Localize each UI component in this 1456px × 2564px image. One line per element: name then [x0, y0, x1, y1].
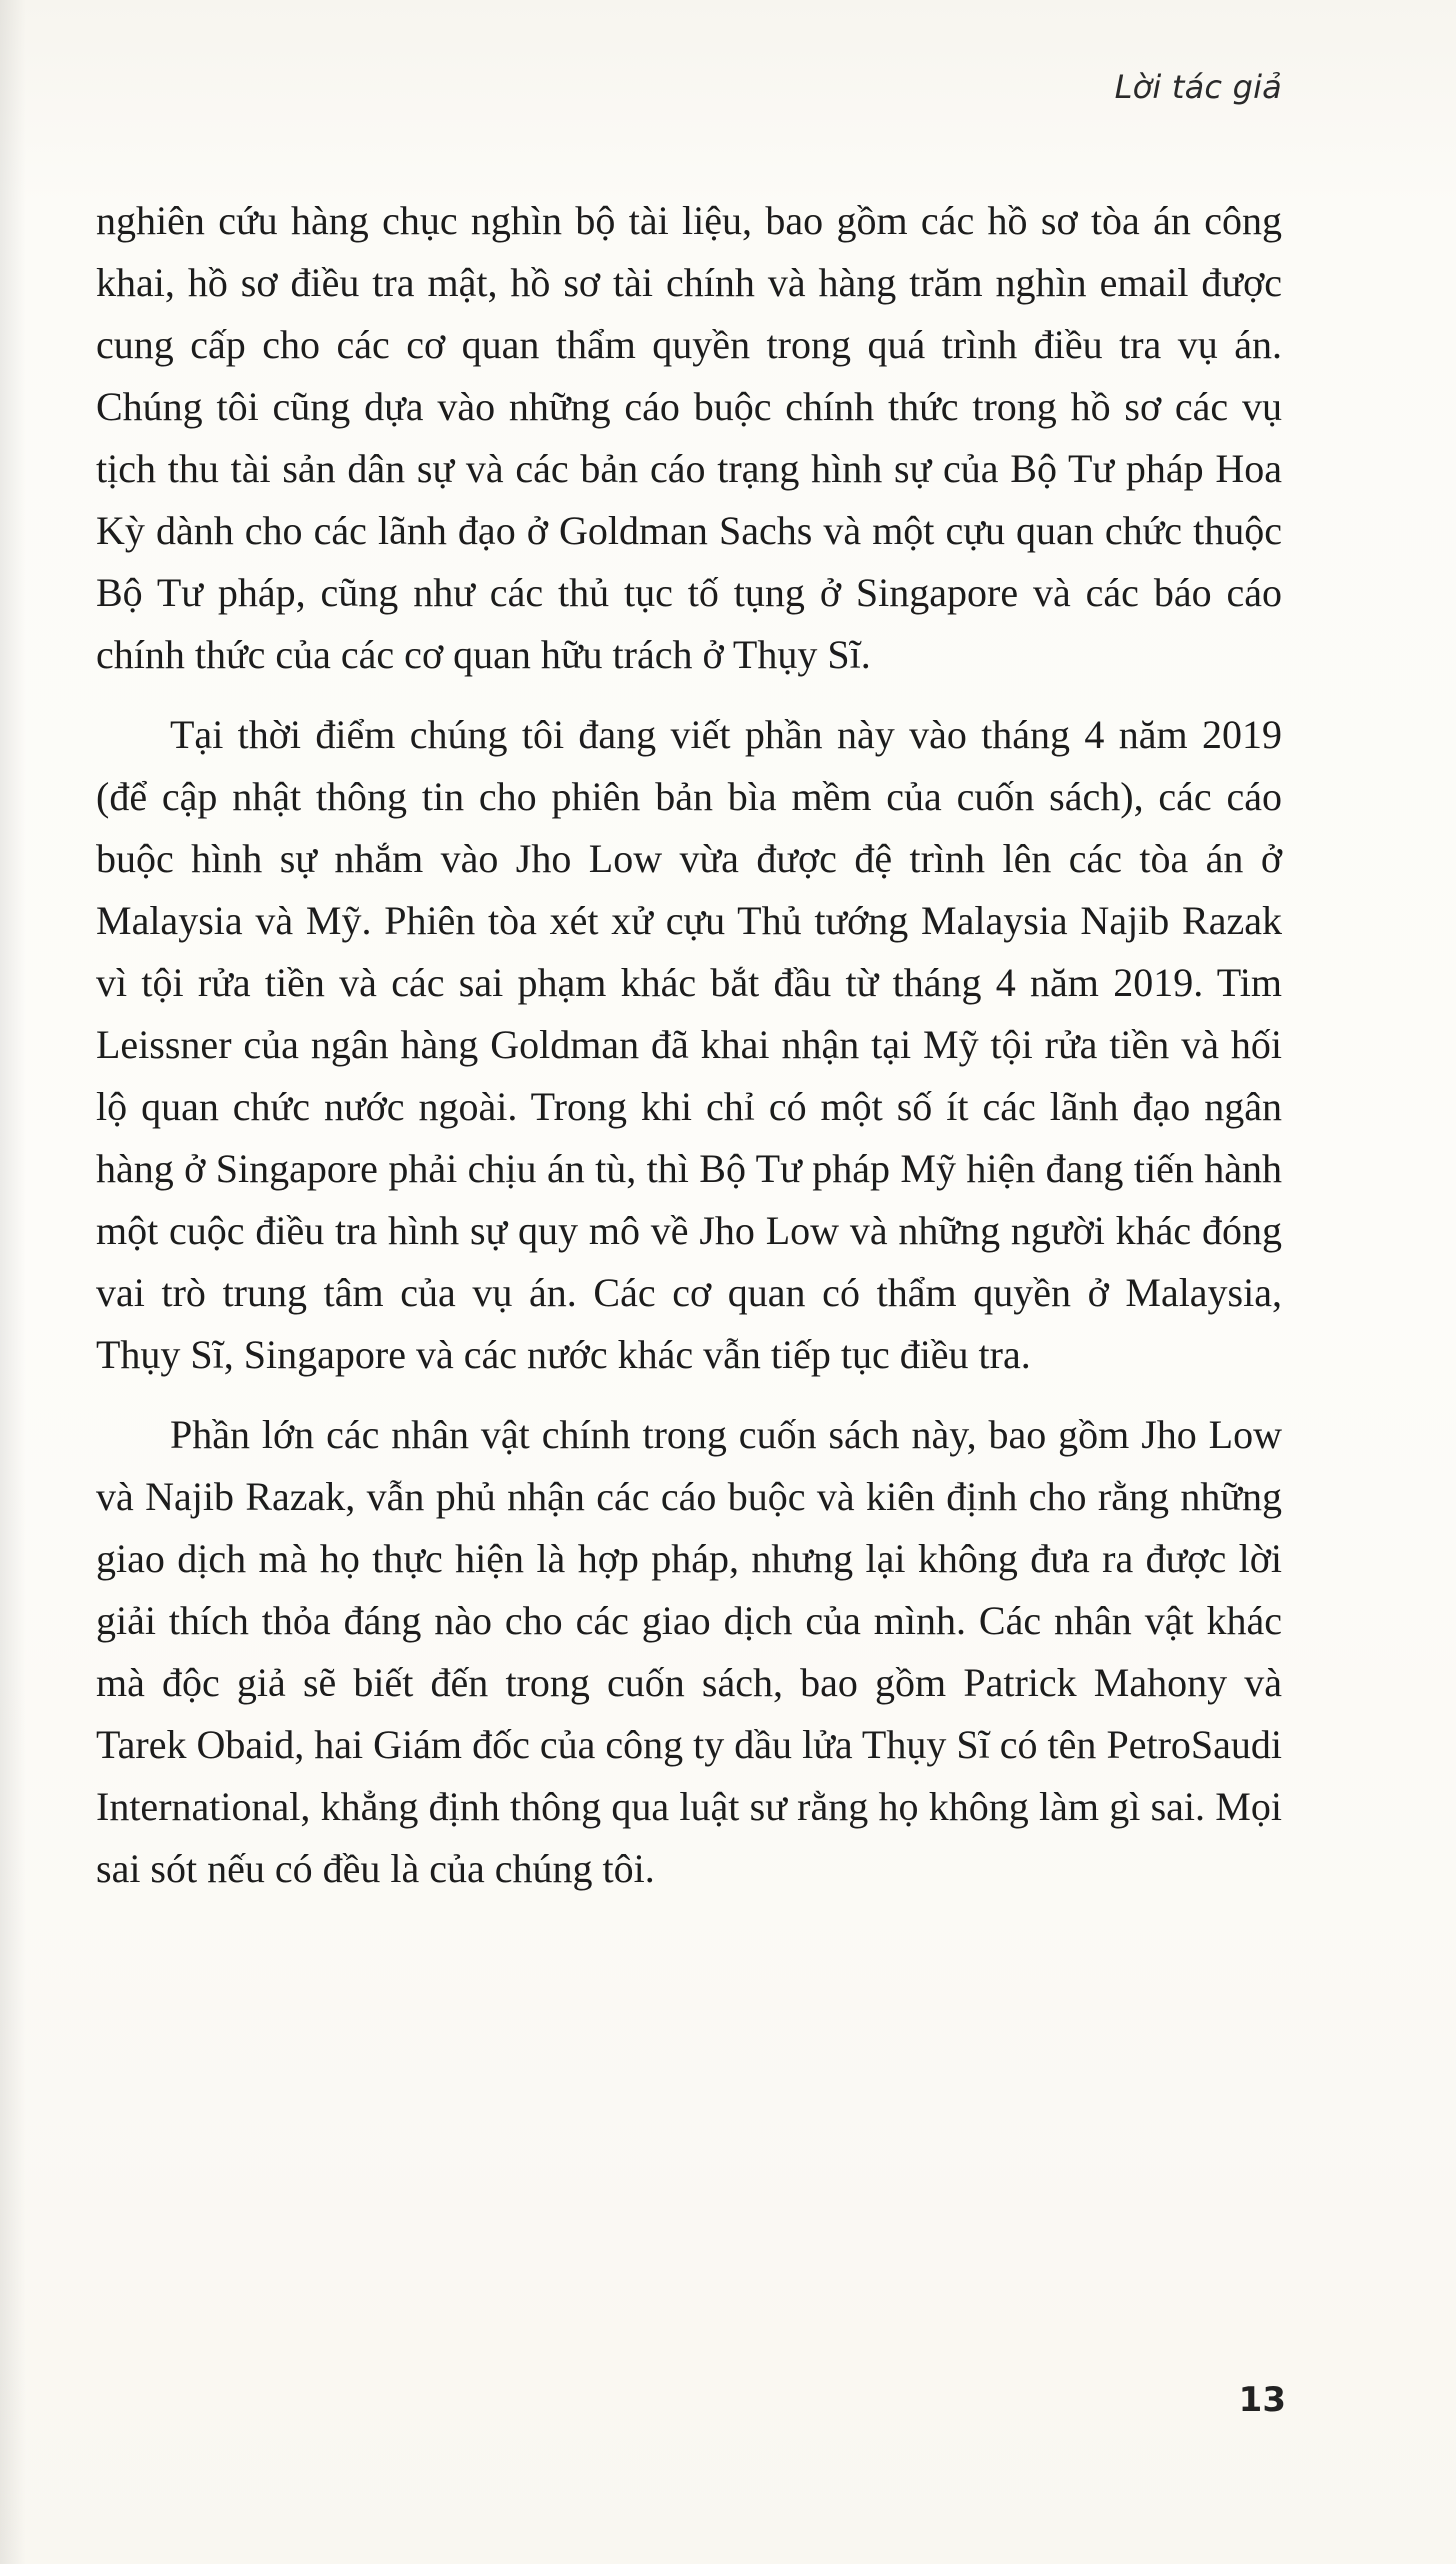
paragraph-1: nghiên cứu hàng chục nghìn bộ tài liệu, bao gồm các hồ sơ tòa án công khai, hồ sơ điều tra mật, hồ sơ tài chính và hàng trăm nghìn email được cung cấp cho các cơ quan thẩm quyền trong quá trình điều tra vụ án. Chúng tôi cũng dựa vào những cáo buộc chính thức trong hồ sơ các vụ tịch thu tài sản dân sự và các bản cáo trạng hình sự của Bộ Tư pháp Hoa Kỳ dành cho các lãnh đạo ở Goldman Sachs và một cựu quan chức thuộc Bộ Tư pháp, cũng như các thủ tục tố tụng ở Singapore và các báo cáo chính thức của các cơ quan hữu trách ở Thụy Sĩ.	[96, 198, 1282, 677]
body-text	[96, 190, 1282, 1918]
page-binding-shadow	[0, 0, 26, 2564]
running-header: Lời tác giả	[1114, 68, 1282, 106]
page-number: 13	[1238, 2380, 1286, 2420]
paragraph-2: Tại thời điểm chúng tôi đang viết phần này vào tháng 4 năm 2019 (để cập nhật thông tin cho phiên bản bìa mềm của cuốn sách), các cáo buộc hình sự nhắm vào Jho Low vừa được đệ trình lên các tòa án ở Malaysia và Mỹ. Phiên tòa xét xử cựu Thủ tướng Malaysia Najib Razak vì tội rửa tiền và các sai phạm khác bắt đầu từ tháng 4 năm 2019. Tim Leissner của ngân hàng Goldman đã khai nhận tại Mỹ tội rửa tiền và hối lộ quan chức nước ngoài. Trong khi chỉ có một số ít các lãnh đạo ngân hàng ở Singapore phải chịu án tù, thì Bộ Tư pháp Mỹ hiện đang tiến hành một cuộc điều tra hình sự quy mô về Jho Low và những người khác đóng vai trò trung tâm của vụ án. Các cơ quan có thẩm quyền ở Malaysia, Thụy Sĩ, Singapore và các nước khác vẫn tiếp tục điều tra.	[96, 712, 1282, 1377]
paragraph-3: Phần lớn các nhân vật chính trong cuốn sách này, bao gồm Jho Low và Najib Razak, vẫn phủ nhận các cáo buộc và kiên định cho rằng những giao dịch mà họ thực hiện là hợp pháp, nhưng lại không đưa ra được lời giải thích thỏa đáng nào cho các giao dịch của mình. Các nhân vật khác mà độc giả sẽ biết đến trong cuốn sách, bao gồm Patrick Mahony và Tarek Obaid, hai Giám đốc của công ty dầu lửa Thụy Sĩ có tên PetroSaudi International, khẳng định thông qua luật sư rằng họ không làm gì sai. Mọi sai sót nếu có đều là của chúng tôi.	[96, 1412, 1282, 1891]
